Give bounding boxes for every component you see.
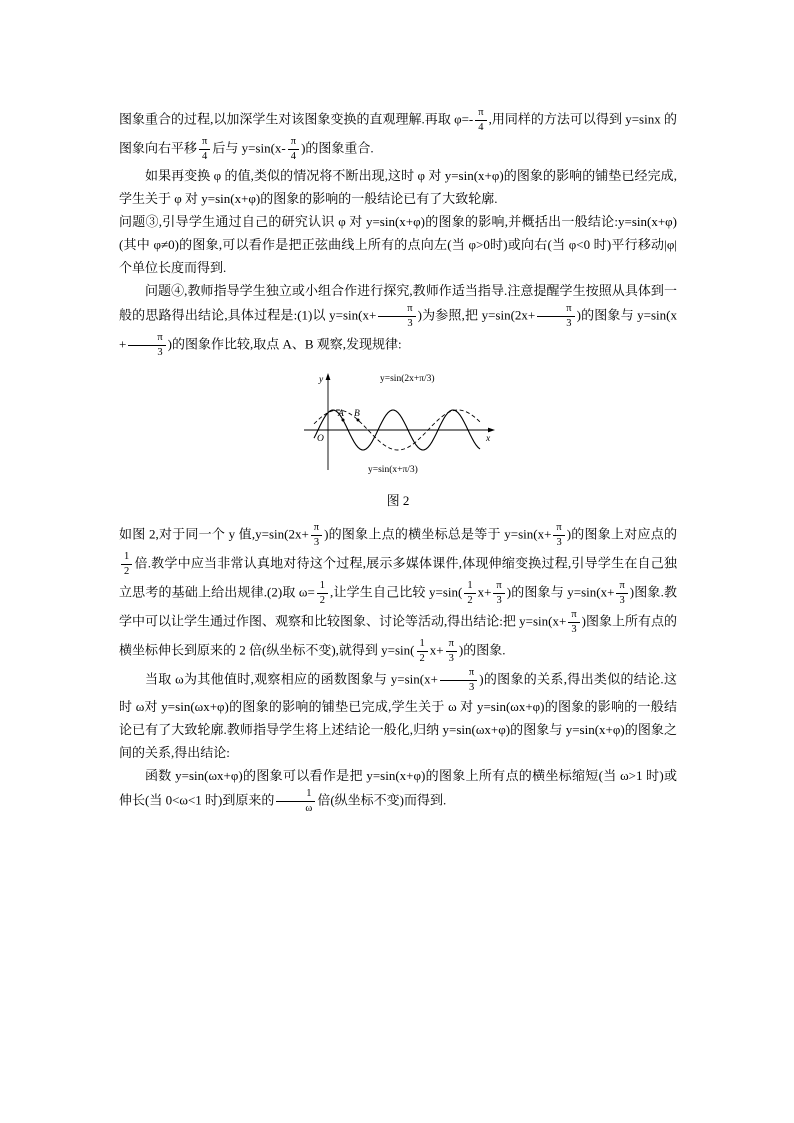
curve-sin2x-label: y=sin(2x+π/3) [380,374,435,384]
content-after-figure [119,521,677,816]
inline-fraction: $\frac{1}{\omega}$ [276,788,315,815]
inline-fraction: $\frac{\pi}{3}$ [446,638,457,665]
inline-fraction: $\frac{1}{2}$ [317,580,328,607]
inline-fraction: $\frac{\pi}{4}$ [475,107,486,134]
inline-fraction: $\frac{1}{2}$ [417,638,428,665]
paragraph: 函数 y=sin(ωx+φ)的图象可以看作是把 y=sin(x+φ)的图象上所有点的横坐标缩短(当 ω>1 时)或伸长(当 0<ω<1 时)到原来的 $\frac{1}{\omega}$ 倍(纵坐标不变)而得到. [119,768,677,814]
paragraph: 图象重合的过程,以加深学生对该图象变换的直观理解.再取 φ=- $\frac{\pi}{4}$ ,用同样的方法可以得到 y=sinx 的图象向右平移 $\frac{\pi}{4}$ 后与 y=sin(x- $\frac{\pi}{4}$ )的图象重合. [119,107,677,162]
figure-2-plot [298,368,498,476]
inline-fraction: $\frac{\pi}{3}$ [440,667,477,694]
curve-sinx-label: y=sin(x+π/3) [368,465,418,475]
axes [304,373,495,470]
inline-fraction: $\frac{\pi}{3}$ [537,303,574,330]
inline-fraction: $\frac{\pi}{4}$ [199,136,210,163]
inline-fraction: $\frac{\pi}{3}$ [493,580,504,607]
inline-fraction: $\frac{\pi}{3}$ [311,522,322,549]
content-before-figure [119,106,677,360]
inline-fraction: $\frac{1}{2}$ [464,580,475,607]
inline-fraction: $\frac{\pi}{3}$ [553,522,564,549]
figure-caption: 图 2 [386,493,410,508]
inline-fraction: $\frac{\pi}{3}$ [616,580,627,607]
inline-fraction: $\frac{1}{2}$ [121,551,132,578]
figure-2 [119,368,677,480]
paragraph: 问题④,教师指导学生独立或小组合作进行探究,教师作适当指导.注意提醒学生按照从具体到一般的思路得出结论,具体过程是:(1)以 y=sin(x+ $\frac{\pi}{3}$ )为参照,把 y=sin(2x+ $\frac{\pi}{3}$ )的图象与 y=sin(x+ $\frac{\pi}{3}$ )的图象作比较,取点 A、B 观察,发现规律: [119,283,677,358]
document-page [119,106,677,816]
paragraph: 当取 ω为其他值时,观察相应的函数图象与 y=sin(x+ $\frac{\pi}{3}$ )的图象的关系,得出类似的结论.这时 ω对 y=sin(ωx+φ)的图象的影响的铺垫已完成,学生关于 ω 对 y=sin(ωx+φ)的图象的影响的一般结论已有了大致轮廓.教师指导学生将上述结论一般化,归纳 y=sin(ωx+φ)的图象与 y=sin(x+φ)的图象之间的关系,得出结论: [119,667,677,760]
x-axis-label: x [486,434,491,444]
point-a-label: A [338,409,344,419]
paragraph: 如果再变换 φ 的值,类似的情况将不断出现,这时 φ 对 y=sin(x+φ)的图象的影响的铺垫已经完成,学生关于 φ 对 y=sin(x+φ)的图象的影响的一般结论已有了大致轮廓. [119,168,677,206]
inline-fraction: $\frac{\pi}{3}$ [128,332,165,359]
inline-fraction: $\frac{\pi}{3}$ [378,303,415,330]
paragraph: 如图 2,对于同一个 y 值,y=sin(2x+ $\frac{\pi}{3}$ )的图象上点的横坐标总是等于 y=sin(x+ $\frac{\pi}{3}$ )的图象上对应点的 $\frac{1}{2}$ 倍.教学中应当非常认真地对待这个过程,展示多媒体课件,体现伸缩变换过程,引导学生在自己独立思考的基础上给出规律.(2)取 ω= $\frac{1}{2}$ ,让学生自己比较 y=sin( $\frac{1}{2}$ x+ $\frac{\pi}{3}$ )的图象与 y=sin(x+ $\frac{\pi}{3}$ )图象.教学中可以让学生通过作图、观察和比较图象、讨论等活动,得出结论:把 y=sin(x+ $\frac{\pi}{3}$ )图象上所有点的横坐标伸长到原来的 2 倍(纵坐标不变),就得到 y=sin( $\frac{1}{2}$ x+ $\frac{\pi}{3}$ )的图象. [119,522,677,664]
inline-fraction: $\frac{\pi}{3}$ [568,609,579,636]
paragraph: 问题③,引导学生通过自己的研究认识 φ 对 y=sin(x+φ)的图象的影响,并概括出一般结论:y=sin(x+φ)(其中 φ≠0)的图象,可以看作是把正弦曲线上所有的点向左(当 φ>0时)或向右(当 φ<0 时)平行移动|φ|个单位长度而得到. [119,214,677,275]
origin-label: O [317,434,324,444]
inline-fraction: $\frac{\pi}{4}$ [288,136,299,163]
y-axis-label: y [319,375,324,385]
point-b-label: B [354,409,360,419]
